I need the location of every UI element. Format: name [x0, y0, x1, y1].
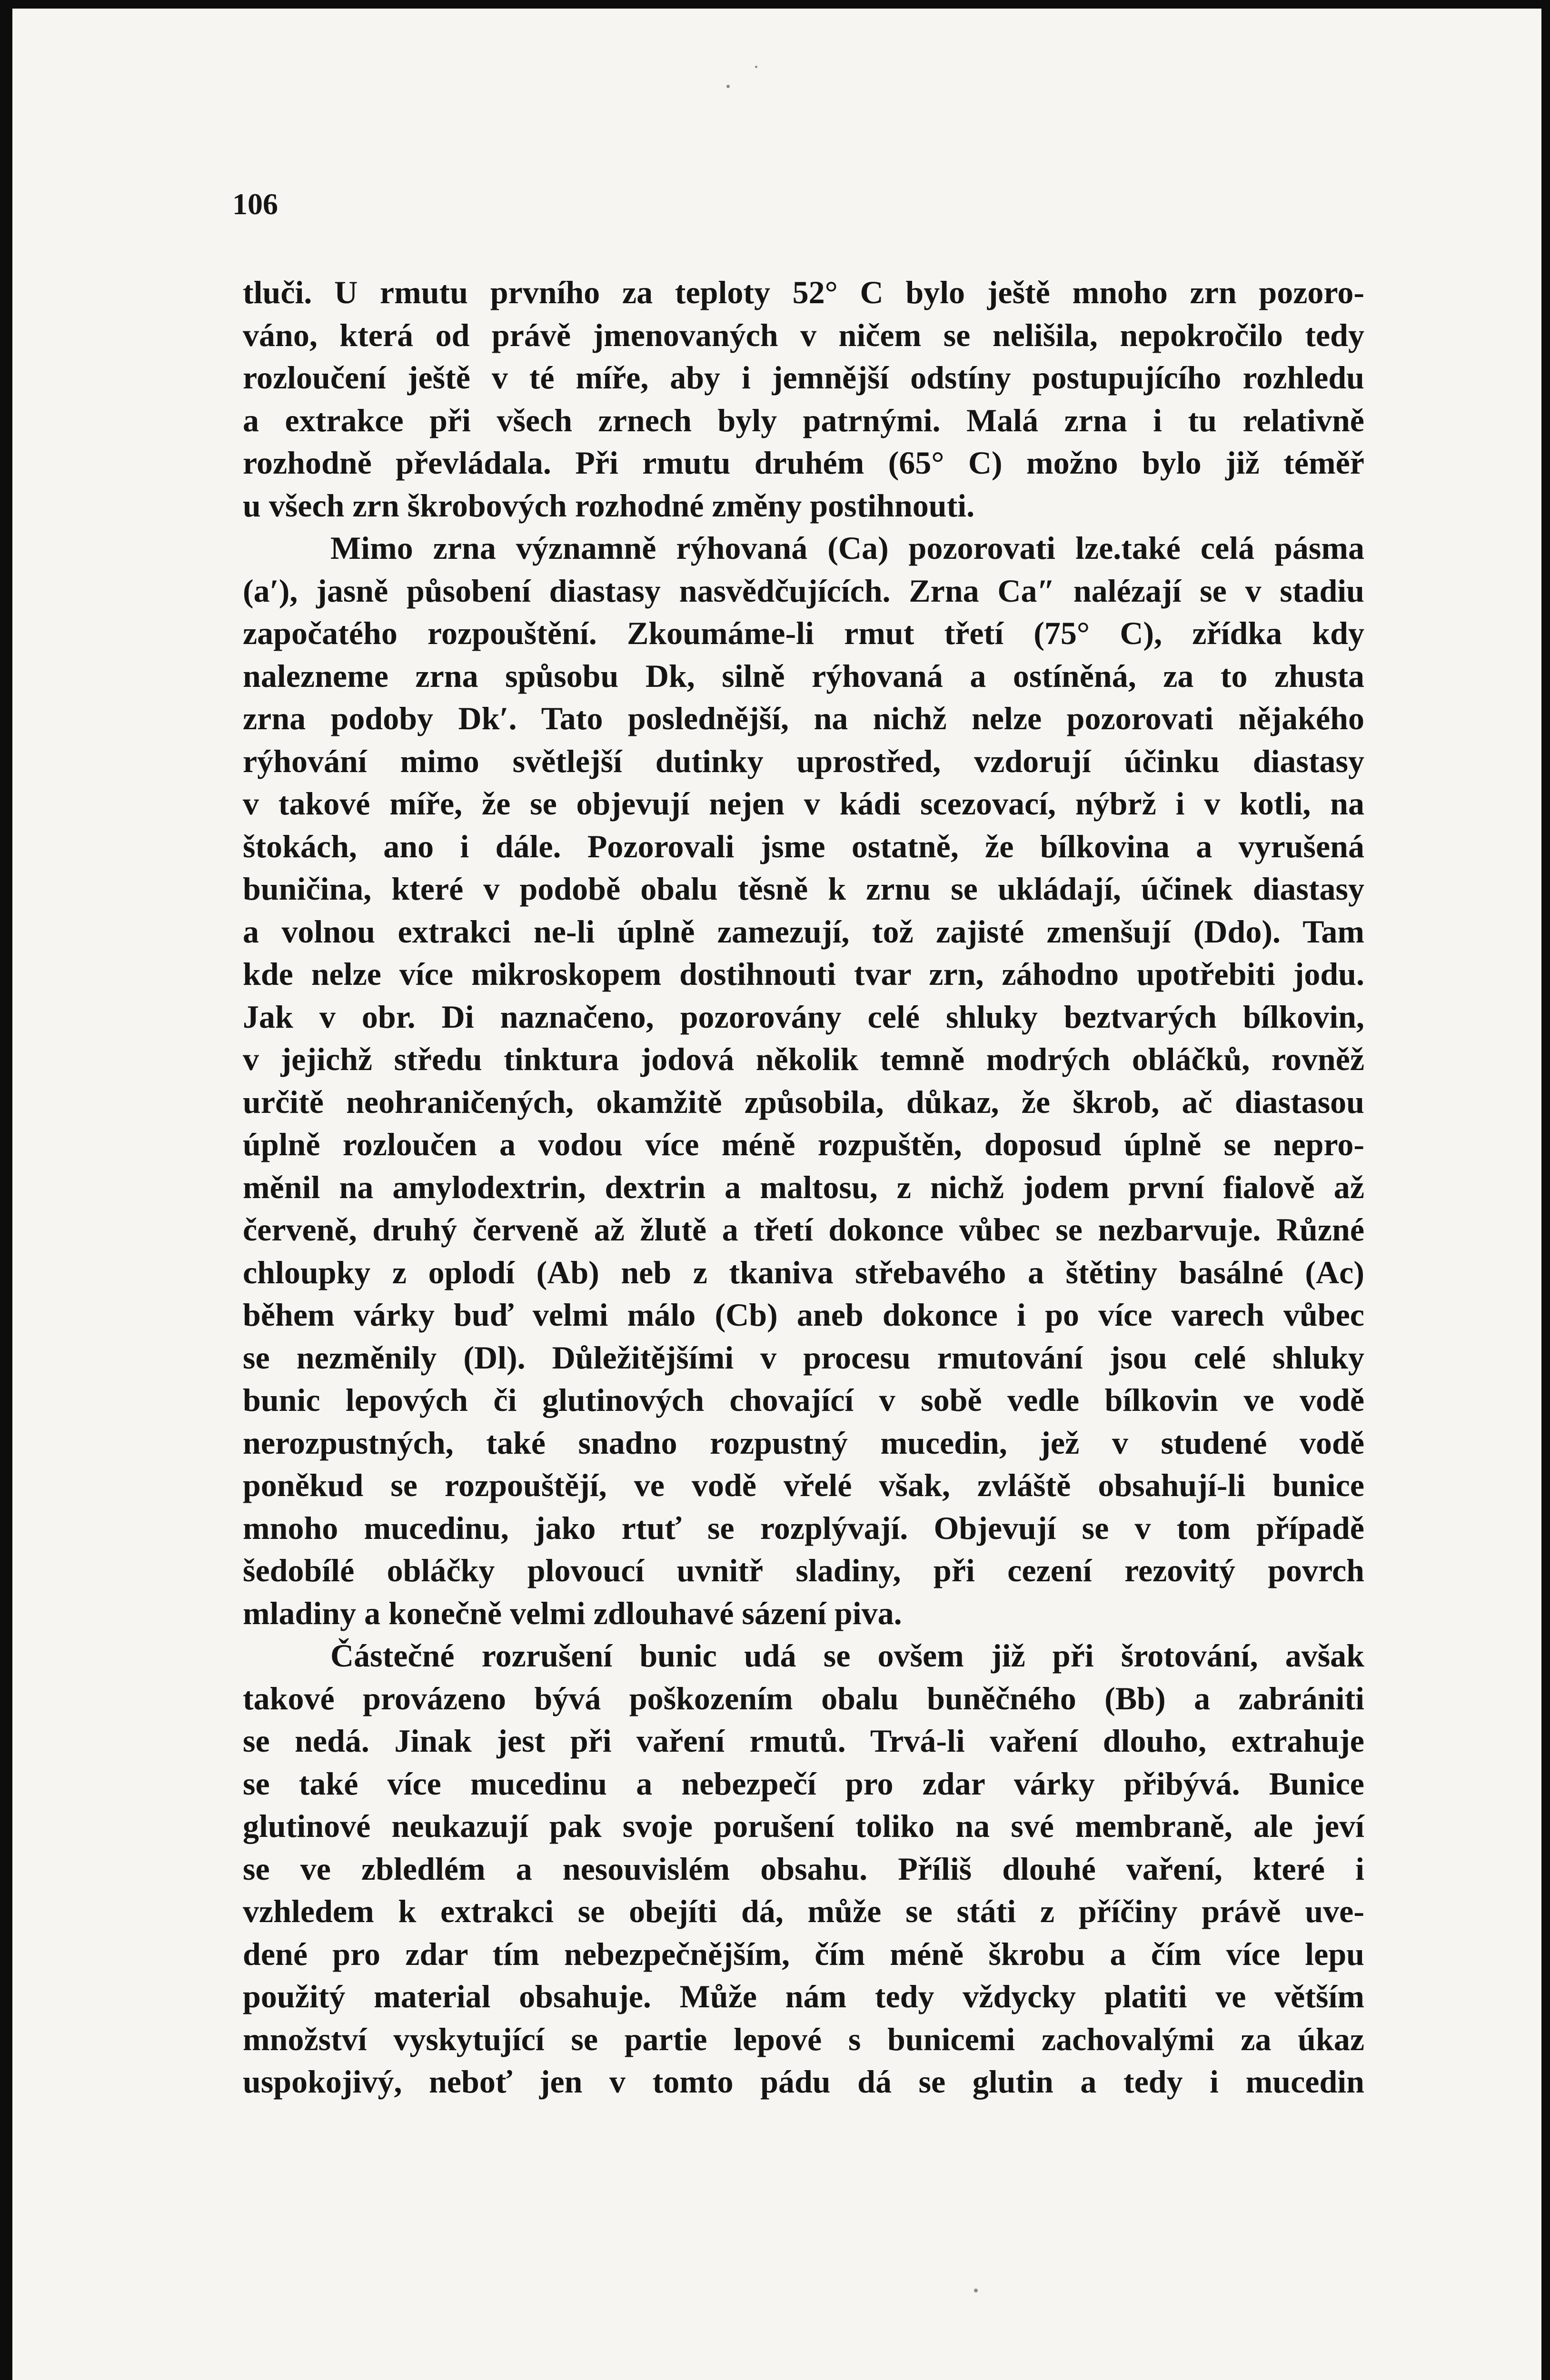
- text-line: se také více mucedinu a nebezpečí pro zdar várky přibývá. Bunice: [243, 1765, 1364, 1802]
- text-line: červeně, druhý červeně až žlutě a třetí dokonce vůbec se nezbarvuje. Různé: [243, 1211, 1364, 1248]
- text-line: glutinové neukazují pak svoje porušení toliko na své membraně, ale jeví: [243, 1808, 1364, 1844]
- text-line: použitý material obsahuje. Může nám tedy vždycky platiti ve větším: [243, 1978, 1364, 2014]
- text-line: vzhledem k extrakci se obejíti dá, může se státi z příčiny právě uve-: [243, 1893, 1364, 1929]
- text-line: a extrakce při všech zrnech byly patrnými. Malá zrna i tu relativně: [243, 402, 1364, 438]
- text-line: se ve zbledlém a nesouvislém obsahu. Příliš dlouhé vaření, které i: [243, 1850, 1364, 1887]
- text-line: (a′), jasně působení diastasy nasvědčujících. Zrna Ca″ nalézají se v stadiu: [243, 572, 1364, 609]
- text-line: dené pro zdar tím nebezpečnějším, čím méně škrobu a čím více lepu: [243, 1935, 1364, 1972]
- text-line: se nedá. Jinak jest při vaření rmutů. Trvá-li vaření dlouho, extrahuje: [243, 1723, 1364, 1759]
- text-line: úplně rozloučen a vodou více méně rozpuštěn, doposud úplně se nepro-: [243, 1126, 1364, 1162]
- text-line: takové provázeno bývá poškozením obalu buněčného (Bb) a zabrániti: [243, 1680, 1364, 1716]
- text-line: Jak v obr. Di naznačeno, pozorovány celé shluky beztvarých bílkovin,: [243, 998, 1364, 1035]
- body-text: [243, 271, 1364, 2103]
- dust-speck: [755, 66, 757, 68]
- book-page: [12, 9, 1541, 2380]
- text-line: chloupky z oplodí (Ab) neb z tkaniva střebavého a štětiny basálné (Ac): [243, 1254, 1364, 1290]
- text-line: nalezneme zrna spůsobu Dk, silně rýhovaná a ostíněná, za to zhusta: [243, 657, 1364, 694]
- page-number: 106: [232, 187, 278, 221]
- text-line: v takové míře, že se objevují nejen v kádi scezovací, nýbrž i v kotli, na: [243, 785, 1364, 822]
- text-line: a volnou extrakci ne-li úplně zamezují, tož zajisté zmenšují (Ddo). Tam: [243, 913, 1364, 950]
- text-line: mladiny a konečně velmi zdlouhavé sázení piva.: [243, 1595, 902, 1631]
- text-line: během várky buď velmi málo (Cb) aneb dokonce i po více varech vůbec: [243, 1297, 1364, 1333]
- text-line: započatého rozpouštění. Zkoumáme-li rmut třetí (75° C), zřídka kdy: [243, 615, 1364, 651]
- text-line: rýhování mimo světlejší dutinky uprostřed, vzdorují účinku diastasy: [243, 743, 1364, 779]
- text-line: kde nelze více mikroskopem dostihnouti tvar zrn, záhodno upotřebiti jodu.: [243, 956, 1364, 992]
- text-line: bunic lepových či glutinových chovající v sobě vedle bílkovin ve vodě: [243, 1382, 1364, 1418]
- text-line: měnil na amylodextrin, dextrin a maltosu, z nichž jodem první fialově až: [243, 1169, 1364, 1205]
- text-line: poněkud se rozpouštějí, ve vodě vřelé však, zvláště obsahují-li bunice: [243, 1467, 1364, 1503]
- dust-speck: [974, 2289, 978, 2292]
- text-line: nerozpustných, také snadno rozpustný mucedin, jež v studené vodě: [243, 1424, 1364, 1461]
- dust-speck: [726, 85, 730, 88]
- text-line: štokách, ano i dále. Pozorovali jsme ostatně, že bílkovina a vyrušená: [243, 828, 1364, 864]
- text-line: rozloučení ještě v té míře, aby i jemnější odstíny postupujícího rozhledu: [243, 359, 1364, 396]
- text-line: Částečné rozrušení bunic udá se ovšem již při šrotování, avšak: [330, 1637, 1364, 1674]
- text-line: rozhodně převládala. Při rmutu druhém (65° C) možno bylo již téměř: [243, 445, 1364, 481]
- text-line: buničina, které v podobě obalu těsně k zrnu se ukládají, účinek diastasy: [243, 871, 1364, 907]
- text-line: váno, která od právě jmenovaných v ničem se nelišila, nepokročilo tedy: [243, 317, 1364, 353]
- text-line: určitě neohraničených, okamžitě způsobila, důkaz, že škrob, ač diastasou: [243, 1083, 1364, 1120]
- text-line: v jejichž středu tinktura jodová několik temně modrých obláčků, rovněž: [243, 1041, 1364, 1077]
- text-line: Mimo zrna významně rýhovaná (Ca) pozorovati lze.také celá pásma: [330, 530, 1364, 566]
- text-line: u všech zrn škrobových rozhodné změny postihnouti.: [243, 487, 975, 524]
- text-line: uspokojivý, neboť jen v tomto pádu dá se glutin a tedy i mucedin: [243, 2063, 1364, 2100]
- text-line: šedobílé obláčky plovoucí uvnitř sladiny, při cezení rezovitý povrch: [243, 1552, 1364, 1588]
- text-line: tluči. U rmutu prvního za teploty 52° C bylo ještě mnoho zrn pozoro-: [243, 274, 1364, 310]
- text-line: množství vyskytující se partie lepové s bunicemi zachovalými za úkaz: [243, 2021, 1364, 2057]
- text-line: mnoho mucedinu, jako rtuť se rozplývají. Objevují se v tom případě: [243, 1509, 1364, 1546]
- text-line: se nezměnily (Dl). Důležitějšími v procesu rmutování jsou celé shluky: [243, 1339, 1364, 1376]
- text-line: zrna podoby Dk′. Tato poslednější, na nichž nelze pozorovati nějakého: [243, 700, 1364, 736]
